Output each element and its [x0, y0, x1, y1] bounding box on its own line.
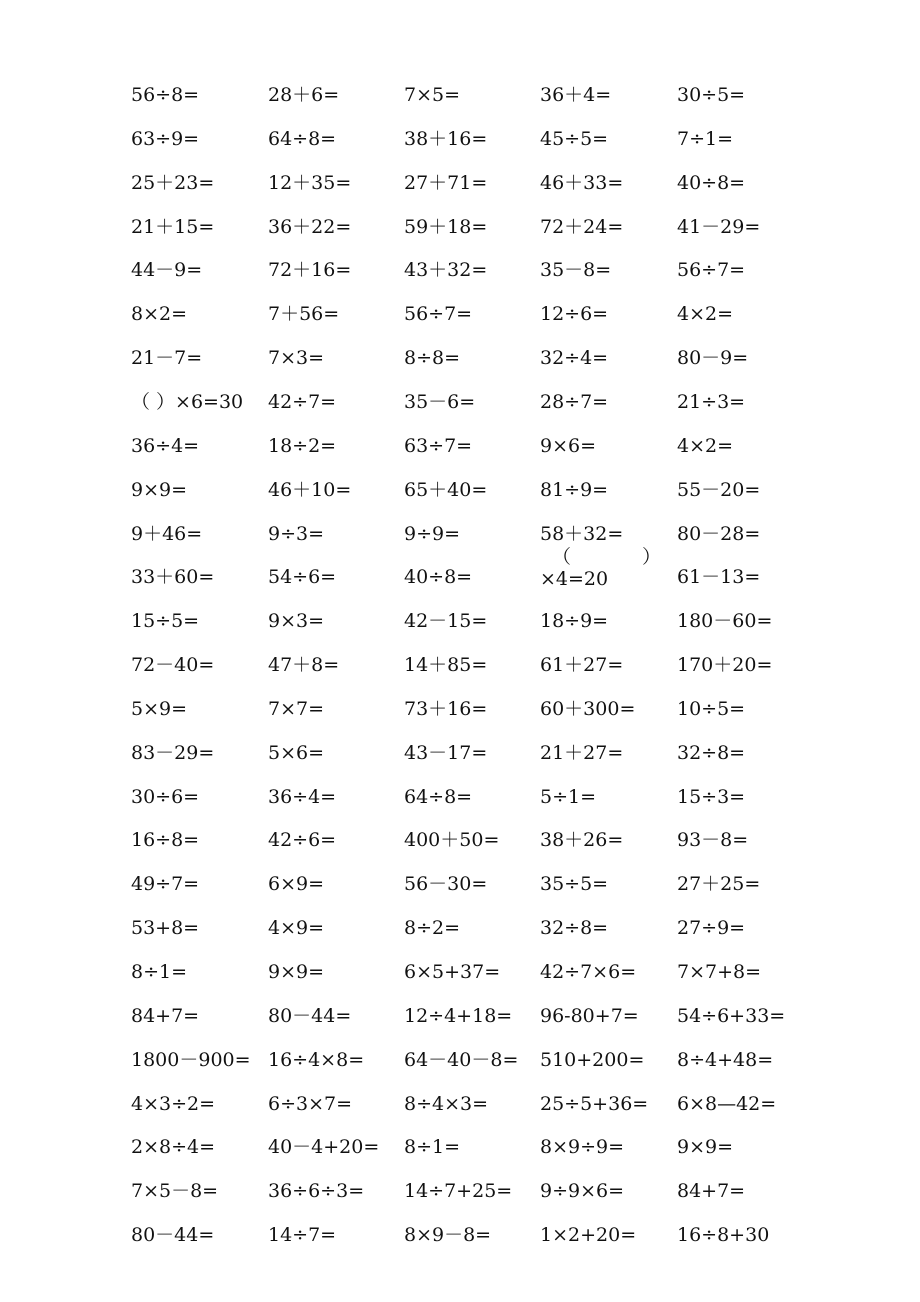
- math-problem: 84+7=: [131, 1005, 200, 1027]
- math-problem: 9÷9×6=: [540, 1180, 625, 1202]
- math-problem: 4×9=: [268, 917, 325, 939]
- math-problem: 93－8=: [677, 829, 749, 851]
- math-problem: 46＋10=: [268, 479, 352, 501]
- math-problem: 18÷2=: [268, 435, 337, 457]
- math-problem: 55－20=: [677, 479, 761, 501]
- problem-row: [0, 961, 920, 1005]
- math-problem: 35－6=: [404, 391, 476, 413]
- problem-row: [0, 84, 920, 128]
- math-problem: 6×8—42=: [677, 1093, 777, 1115]
- math-problem: 28÷7=: [540, 391, 609, 413]
- math-problem: 32÷4=: [540, 347, 609, 369]
- math-problem: 18÷9=: [540, 610, 609, 632]
- close-paren: ）: [642, 546, 662, 568]
- problem-row: [0, 347, 920, 391]
- split-problem-parens: [552, 546, 662, 568]
- problem-row: [0, 742, 920, 786]
- math-problem: 5×6=: [268, 742, 325, 764]
- math-problem: 42÷7=: [268, 391, 337, 413]
- math-problem: 81÷9=: [540, 479, 609, 501]
- math-problem: 9×9=: [131, 479, 188, 501]
- math-problem: 8÷2=: [404, 917, 461, 939]
- problem-row: [0, 873, 920, 917]
- math-problem: 9×6=: [540, 435, 597, 457]
- math-problem: 30÷5=: [677, 84, 746, 106]
- problem-row: [0, 259, 920, 303]
- math-problem: 42÷6=: [268, 829, 337, 851]
- math-problem: 7＋56=: [268, 303, 340, 325]
- math-problem: 6÷3×7=: [268, 1093, 353, 1115]
- math-problem: 12÷6=: [540, 303, 609, 325]
- math-problem: 15÷3=: [677, 786, 746, 808]
- split-problem-expression: ×4=20: [540, 568, 609, 590]
- math-problem: 64－40－8=: [404, 1049, 519, 1071]
- math-problem: 9÷3=: [268, 523, 325, 545]
- problem-row: [0, 546, 920, 610]
- math-problem: 38＋16=: [404, 128, 488, 150]
- math-problem: 58＋32=: [540, 523, 624, 545]
- math-problem: 25＋23=: [131, 172, 215, 194]
- math-problem: 63÷7=: [404, 435, 473, 457]
- math-problem: 6×5+37=: [404, 961, 501, 983]
- math-problem: 7×7=: [268, 698, 325, 720]
- math-problem: 7÷1=: [677, 128, 734, 150]
- math-problem: 8×2=: [131, 303, 188, 325]
- math-problem: 21－7=: [131, 347, 203, 369]
- math-problem: 6×9=: [268, 873, 325, 895]
- math-problem: 43－17=: [404, 742, 488, 764]
- math-problem: 54÷6+33=: [677, 1005, 786, 1027]
- math-problem: 38＋26=: [540, 829, 624, 851]
- problem-row: [0, 172, 920, 216]
- math-problem: 60＋300=: [540, 698, 636, 720]
- math-problem: 36÷4=: [268, 786, 337, 808]
- math-problem: 27＋25=: [677, 873, 761, 895]
- math-problem: 43＋32=: [404, 259, 488, 281]
- math-problem: 96-80+7=: [540, 1005, 639, 1027]
- problem-row: [0, 216, 920, 260]
- math-problem: 32÷8=: [677, 742, 746, 764]
- math-problem: 44－9=: [131, 259, 203, 281]
- math-problem: 9×3=: [268, 610, 325, 632]
- problem-row: [0, 128, 920, 172]
- math-problem: 53+8=: [131, 917, 200, 939]
- problem-row: [0, 523, 920, 567]
- math-problem: 4×2=: [677, 303, 734, 325]
- math-problem: 33＋60=: [131, 566, 215, 588]
- math-problem: 21＋15=: [131, 216, 215, 238]
- math-problem: 27÷9=: [677, 917, 746, 939]
- open-paren: （: [552, 546, 572, 568]
- math-problem: 47＋8=: [268, 654, 340, 676]
- math-problem: 7×5－8=: [131, 1180, 219, 1202]
- math-problem: 4×3÷2=: [131, 1093, 216, 1115]
- math-problem: 61＋27=: [540, 654, 624, 676]
- problem-row: [0, 1224, 920, 1268]
- math-problem: 9×9=: [268, 961, 325, 983]
- problem-row: [0, 479, 920, 523]
- math-problem: 84+7=: [677, 1180, 746, 1202]
- math-problem: 12＋35=: [268, 172, 352, 194]
- math-problem: 30÷6=: [131, 786, 200, 808]
- math-problem: 8÷1=: [131, 961, 188, 983]
- math-problem: 10÷5=: [677, 698, 746, 720]
- math-problem: 73＋16=: [404, 698, 488, 720]
- math-problem: 21÷3=: [677, 391, 746, 413]
- math-problem: 16÷8+30: [677, 1224, 770, 1246]
- math-problem: 72＋16=: [268, 259, 352, 281]
- math-problem: 9÷9=: [404, 523, 461, 545]
- math-problem: 25÷5+36=: [540, 1093, 649, 1115]
- math-problem: 12÷4+18=: [404, 1005, 513, 1027]
- problem-row: [0, 1005, 920, 1049]
- math-problem: 5÷1=: [540, 786, 597, 808]
- math-problem: 7×5=: [404, 84, 461, 106]
- math-problem: 27＋71=: [404, 172, 488, 194]
- math-problem: 14＋85=: [404, 654, 488, 676]
- math-problem: 56÷8=: [131, 84, 200, 106]
- math-problem: 59＋18=: [404, 216, 488, 238]
- problem-row: [0, 610, 920, 654]
- math-problem: 46＋33=: [540, 172, 624, 194]
- math-problem: 54÷6=: [268, 566, 337, 588]
- math-problem: 510+200=: [540, 1049, 645, 1071]
- math-problem: 7×7+8=: [677, 961, 762, 983]
- math-problem: 72＋24=: [540, 216, 624, 238]
- math-problem: 40÷8=: [677, 172, 746, 194]
- problem-row: [0, 1049, 920, 1093]
- math-problem: 1×2+20=: [540, 1224, 637, 1246]
- math-problem: 8÷8=: [404, 347, 461, 369]
- problem-row: [0, 654, 920, 698]
- math-problem: 8÷4+48=: [677, 1049, 774, 1071]
- math-problem: 180－60=: [677, 610, 773, 632]
- math-problem: 80－9=: [677, 347, 749, 369]
- math-problem: 41－29=: [677, 216, 761, 238]
- problem-row: [0, 1093, 920, 1137]
- math-problem: 61－13=: [677, 566, 761, 588]
- problem-row: [0, 1136, 920, 1180]
- problem-row: [0, 917, 920, 961]
- math-problem: 14÷7=: [268, 1224, 337, 1246]
- math-problem: 72－40=: [131, 654, 215, 676]
- math-problem: 32÷8=: [540, 917, 609, 939]
- split-problem: [540, 546, 660, 590]
- problem-row: [0, 829, 920, 873]
- problem-row: [0, 435, 920, 479]
- math-problem: 7×3=: [268, 347, 325, 369]
- problem-row: [0, 1180, 920, 1224]
- math-problem: 83－29=: [131, 742, 215, 764]
- math-problem: 8÷1=: [404, 1136, 461, 1158]
- math-problem: 64÷8=: [404, 786, 473, 808]
- math-problem: 56－30=: [404, 873, 488, 895]
- math-problem: 16÷4×8=: [268, 1049, 365, 1071]
- math-problem: 64÷8=: [268, 128, 337, 150]
- problem-row: [0, 303, 920, 347]
- math-problem: 400＋50=: [404, 829, 500, 851]
- math-problem: 14÷7+25=: [404, 1180, 513, 1202]
- math-problem: 80－44=: [268, 1005, 352, 1027]
- math-problem: 5×9=: [131, 698, 188, 720]
- math-problem: 4×2=: [677, 435, 734, 457]
- math-problem: 42÷7×6=: [540, 961, 637, 983]
- math-problem: 42－15=: [404, 610, 488, 632]
- math-problem: 36＋22=: [268, 216, 352, 238]
- math-problem: 2×8÷4=: [131, 1136, 216, 1158]
- math-problem: 15÷5=: [131, 610, 200, 632]
- math-problem: 28＋6=: [268, 84, 340, 106]
- math-problem: 80－28=: [677, 523, 761, 545]
- math-problem: 36÷4=: [131, 435, 200, 457]
- math-problem: 35－8=: [540, 259, 612, 281]
- math-problem: 40－4+20=: [268, 1136, 380, 1158]
- math-problem: 170＋20=: [677, 654, 773, 676]
- math-problem: 8×9÷9=: [540, 1136, 625, 1158]
- math-problem: 45÷5=: [540, 128, 609, 150]
- problem-row: [0, 391, 920, 435]
- math-problem: 56÷7=: [404, 303, 473, 325]
- problem-row: [0, 786, 920, 830]
- math-problem: 9×9=: [677, 1136, 734, 1158]
- math-problem: 9＋46=: [131, 523, 203, 545]
- math-problem: 16÷8=: [131, 829, 200, 851]
- math-problem: 80－44=: [131, 1224, 215, 1246]
- math-problem: 1800－900=: [131, 1049, 251, 1071]
- math-problem: （ ）×6=30: [131, 391, 244, 413]
- math-problem: 36＋4=: [540, 84, 612, 106]
- math-problem: 35÷5=: [540, 873, 609, 895]
- problem-row: [0, 698, 920, 742]
- math-problem: 21＋27=: [540, 742, 624, 764]
- math-problem: 36÷6÷3=: [268, 1180, 365, 1202]
- math-problem: 8÷4×3=: [404, 1093, 489, 1115]
- math-problem: 56÷7=: [677, 259, 746, 281]
- math-problem: 63÷9=: [131, 128, 200, 150]
- math-problem: 65＋40=: [404, 479, 488, 501]
- math-problem: 49÷7=: [131, 873, 200, 895]
- math-problem: 40÷8=: [404, 566, 473, 588]
- math-problem: 8×9－8=: [404, 1224, 492, 1246]
